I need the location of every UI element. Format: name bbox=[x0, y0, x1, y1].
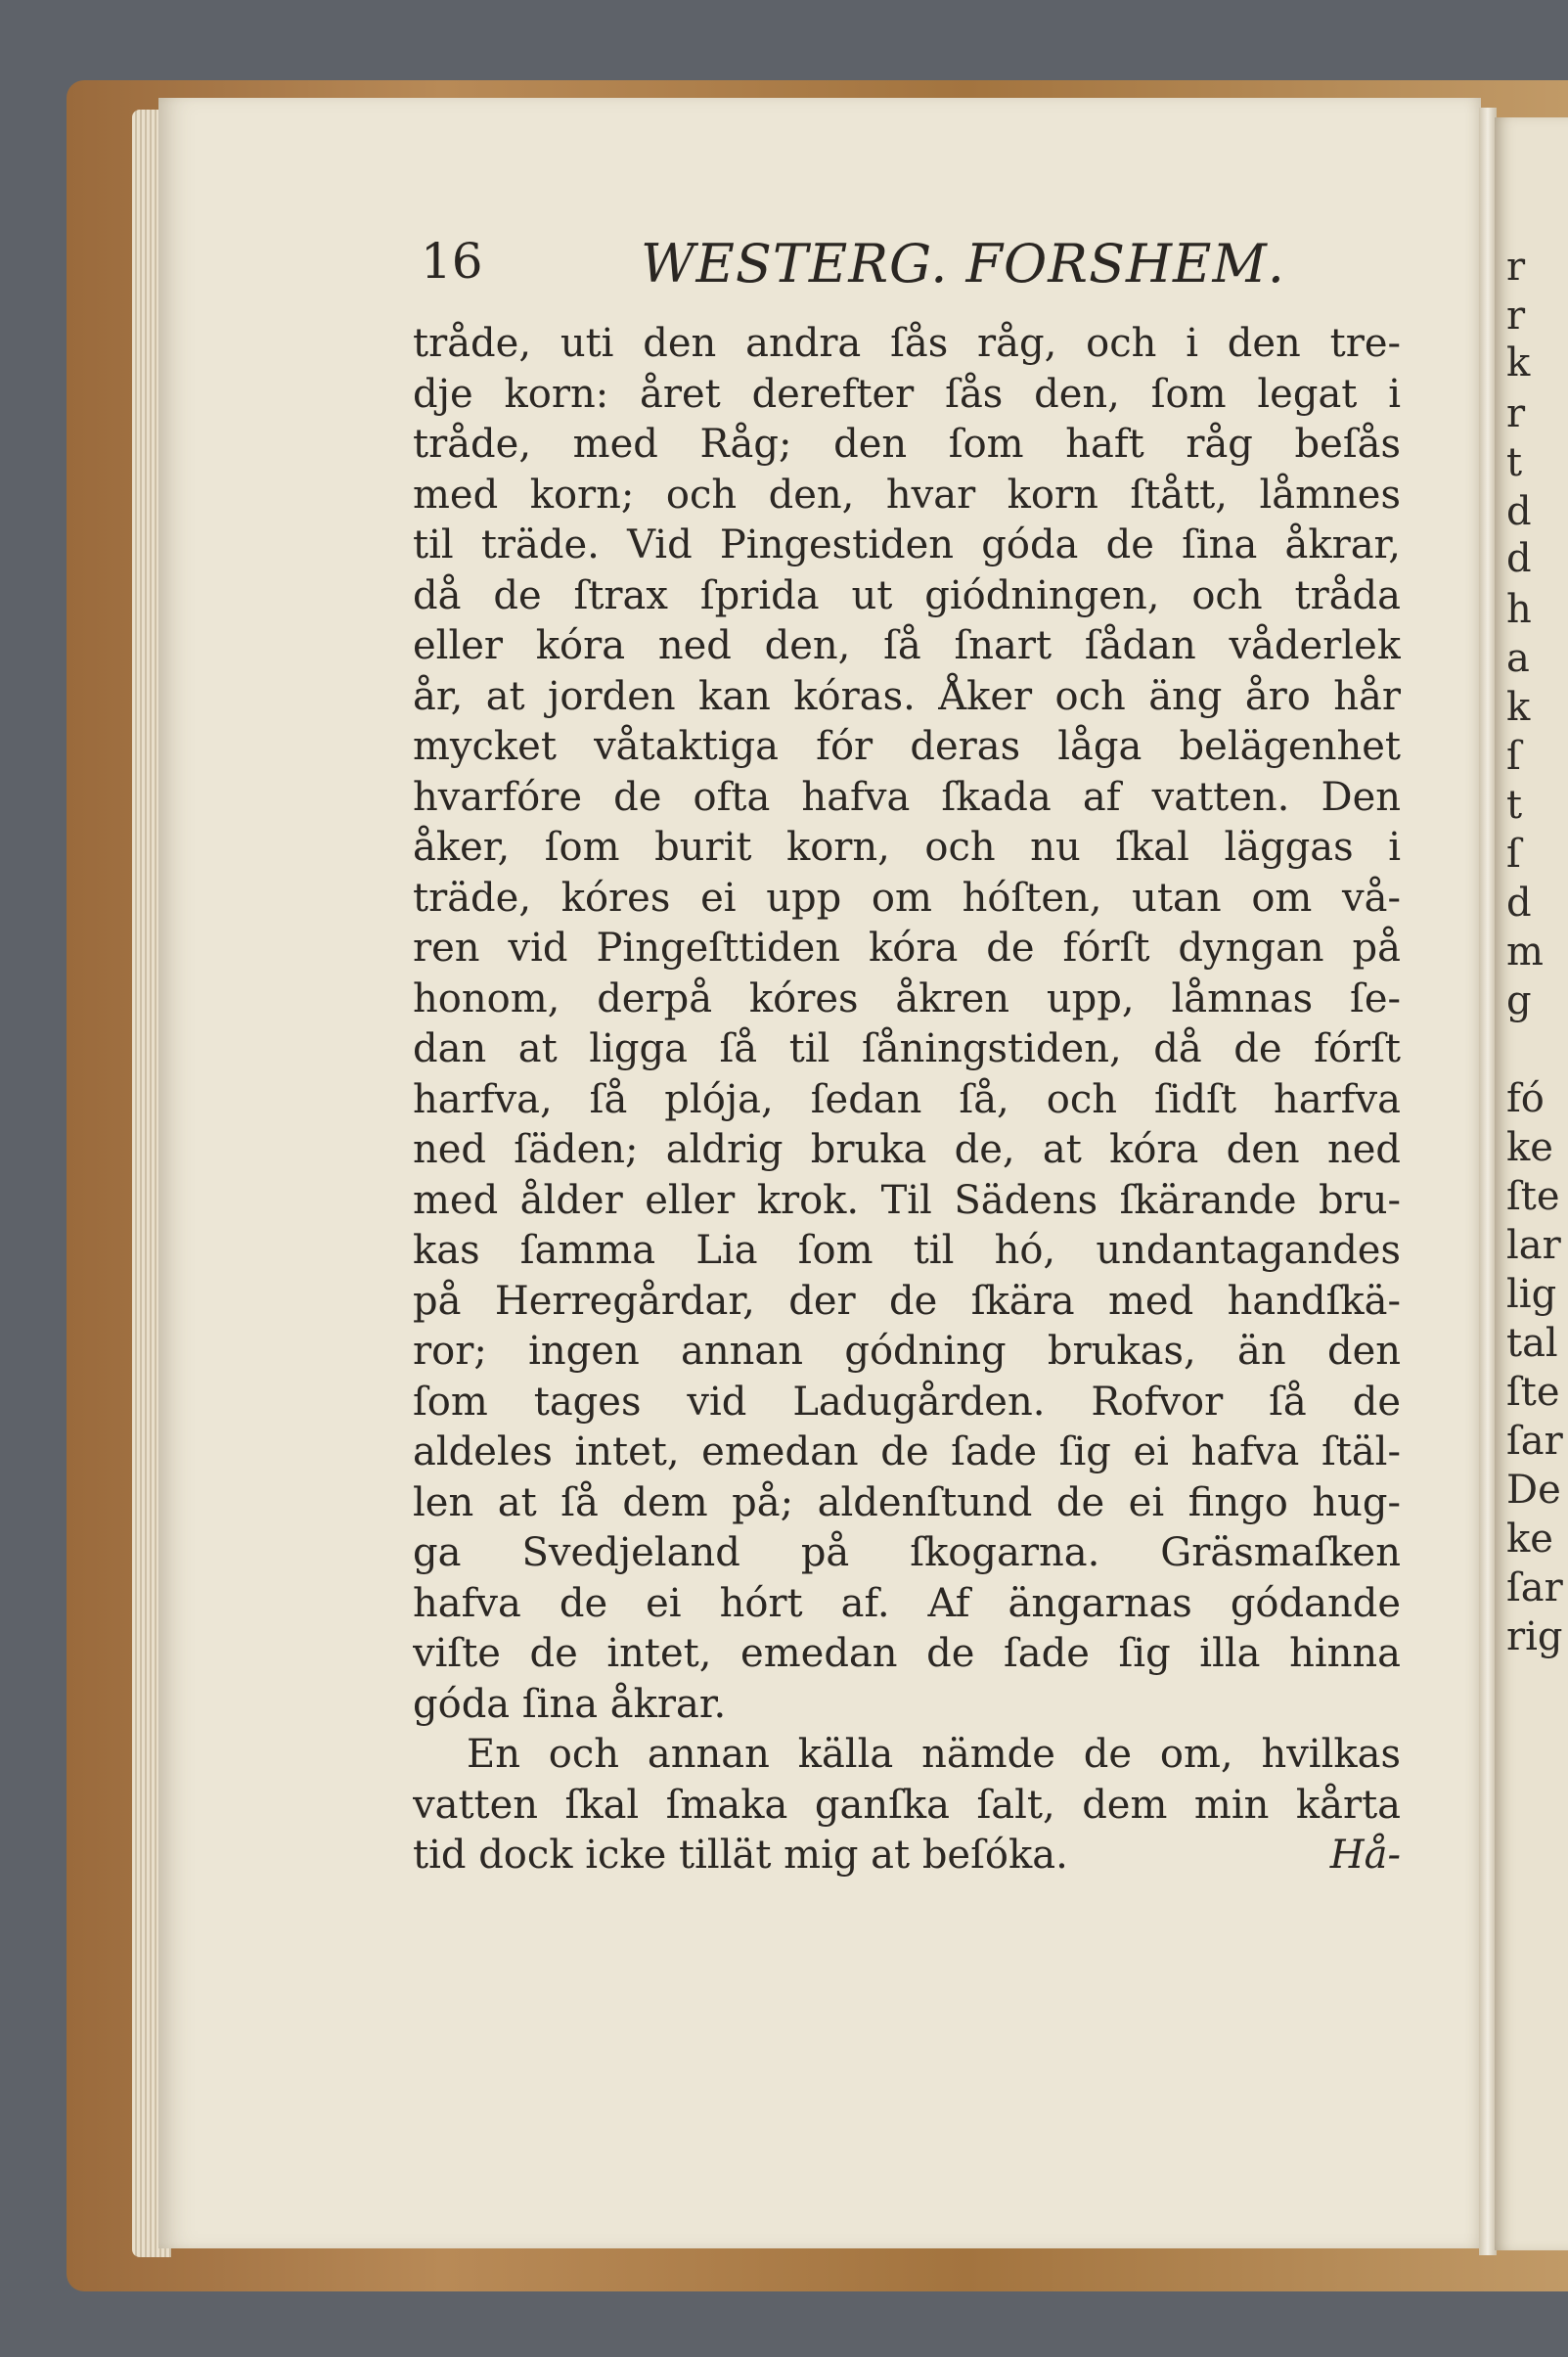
text-line: träde, kóres ei upp om hóſten, utan om vå- bbox=[413, 875, 1401, 921]
facing-page-fragment: rig bbox=[1506, 1614, 1563, 1659]
facing-page-fragment: r bbox=[1506, 245, 1526, 290]
facing-page-fragment: ſte bbox=[1506, 1174, 1560, 1219]
text-line: ror; ingen annan gódning brukas, än den bbox=[413, 1329, 1401, 1374]
facing-page-fragment: m bbox=[1506, 929, 1544, 975]
text-line: då de ſtrax ſprida ut giódningen, och tråda bbox=[413, 572, 1401, 618]
text-line: góda ſina åkrar. bbox=[413, 1681, 727, 1727]
paragraph-2 bbox=[413, 1730, 1401, 1881]
text-line: dan at ligga ſå til ſåningstiden, då de fórſt bbox=[413, 1026, 1401, 1071]
facing-page-fragment: fó bbox=[1506, 1076, 1545, 1121]
facing-page-fragment: ſar bbox=[1506, 1419, 1563, 1464]
text-line: ned ſäden; aldrig bruka de, at kóra den ned bbox=[413, 1127, 1401, 1172]
body-text bbox=[413, 319, 1401, 1881]
text-line: kas ſamma Lia ſom til hó, undantagandes bbox=[413, 1228, 1401, 1273]
facing-page-fragment: ſ bbox=[1506, 734, 1521, 779]
text-line: len at ſå dem på; aldenſtund de ei fingo hug- bbox=[413, 1479, 1401, 1525]
text-line: En och annan källa nämde de om, hvilkas bbox=[467, 1732, 1401, 1777]
page-number: 16 bbox=[421, 233, 483, 290]
facing-page-fragment: d bbox=[1506, 881, 1532, 926]
text-line: ſom tages vid Ladugården. Rofvor ſå de bbox=[413, 1379, 1401, 1425]
facing-page-fragment: d bbox=[1506, 489, 1532, 534]
text-line: med ålder eller krok. Til Sädens ſkärande bru- bbox=[413, 1177, 1401, 1223]
facing-page-fragment: ſar bbox=[1506, 1565, 1563, 1610]
catchword: Hå- bbox=[1329, 1833, 1401, 1878]
text-line: åker, ſom burit korn, och nu ſkal läggas i bbox=[413, 825, 1401, 870]
text-line: tid dock icke tillät mig at beſóka. bbox=[413, 1833, 1068, 1878]
facing-page-fragment: lar bbox=[1506, 1223, 1561, 1268]
facing-page-fragment: De bbox=[1506, 1468, 1561, 1513]
facing-page-fragment: tal bbox=[1506, 1321, 1558, 1366]
text-line: på Herregårdar, der de ſkära med handſkä- bbox=[413, 1278, 1401, 1324]
page-header bbox=[0, 233, 1568, 301]
facing-page-fragment: ſ bbox=[1506, 832, 1521, 877]
text-line-with-catchword bbox=[413, 1831, 1401, 1881]
text-line: honom, derpå kóres åkren upp, låmnas ſe- bbox=[413, 975, 1401, 1021]
text-line: tråde, uti den andra ſås råg, och i den tre- bbox=[413, 321, 1401, 366]
facing-page bbox=[1495, 117, 1568, 2250]
facing-page-fragment: ſte bbox=[1506, 1370, 1560, 1415]
text-line: ren vid Pingeſttiden kóra de fórſt dyngan på bbox=[413, 926, 1401, 971]
text-line: viſte de intet, emedan de ſade ſig illa hinna bbox=[413, 1631, 1401, 1676]
facing-page-fragment: h bbox=[1506, 587, 1532, 632]
facing-page-fragment: a bbox=[1506, 636, 1530, 681]
paragraph-1 bbox=[413, 319, 1401, 1730]
text-line: hvarfóre de ofta hafva ſkada af vatten. Den bbox=[413, 774, 1401, 820]
text-line: aldeles intet, emedan de ſade ſig ei hafva ſtäl- bbox=[413, 1429, 1401, 1474]
facing-page-fragment: k bbox=[1506, 685, 1531, 730]
text-line: med korn; och den, hvar korn ſtått, låmnes bbox=[413, 472, 1401, 518]
text-line: ga Svedjeland på ſkogarna. Gräsmaſken bbox=[413, 1530, 1401, 1575]
facing-page-fragment: t bbox=[1506, 440, 1523, 485]
facing-page-fragment: r bbox=[1506, 294, 1526, 339]
facing-page-fragment: ke bbox=[1506, 1125, 1553, 1170]
text-line: harfva, ſå plója, ſedan ſå, och ſidſt harfva bbox=[413, 1076, 1401, 1122]
text-line: til träde. Vid Pingestiden góda de ſina åkrar, bbox=[413, 522, 1401, 567]
text-line: dje korn: året derefter ſås den, ſom legat i bbox=[413, 371, 1401, 417]
text-line: hafva de ei hórt af. Af ängarnas gódande bbox=[413, 1580, 1401, 1626]
facing-page-fragment: t bbox=[1506, 783, 1523, 828]
facing-page-fragment: g bbox=[1506, 978, 1532, 1023]
facing-page-fragment: d bbox=[1506, 536, 1532, 581]
text-line: mycket våtaktiga fór deras låga belägenhet bbox=[413, 724, 1401, 769]
running-head: WESTERG. FORSHEM. bbox=[641, 233, 1285, 295]
facing-page-fragment: k bbox=[1506, 340, 1531, 385]
text-line: vatten ſkal ſmaka ganſka ſalt, dem min kårta bbox=[413, 1782, 1401, 1828]
text-line: eller kóra ned den, ſå ſnart ſådan våderlek bbox=[413, 623, 1401, 668]
facing-page-fragment: r bbox=[1506, 391, 1526, 436]
text-line: tråde, med Råg; den ſom haft råg beſås bbox=[413, 422, 1401, 467]
facing-page-fragment: ke bbox=[1506, 1517, 1553, 1562]
text-line: år, at jorden kan kóras. Åker och äng åro hår bbox=[413, 673, 1401, 719]
facing-page-fragment: lig bbox=[1506, 1272, 1557, 1317]
